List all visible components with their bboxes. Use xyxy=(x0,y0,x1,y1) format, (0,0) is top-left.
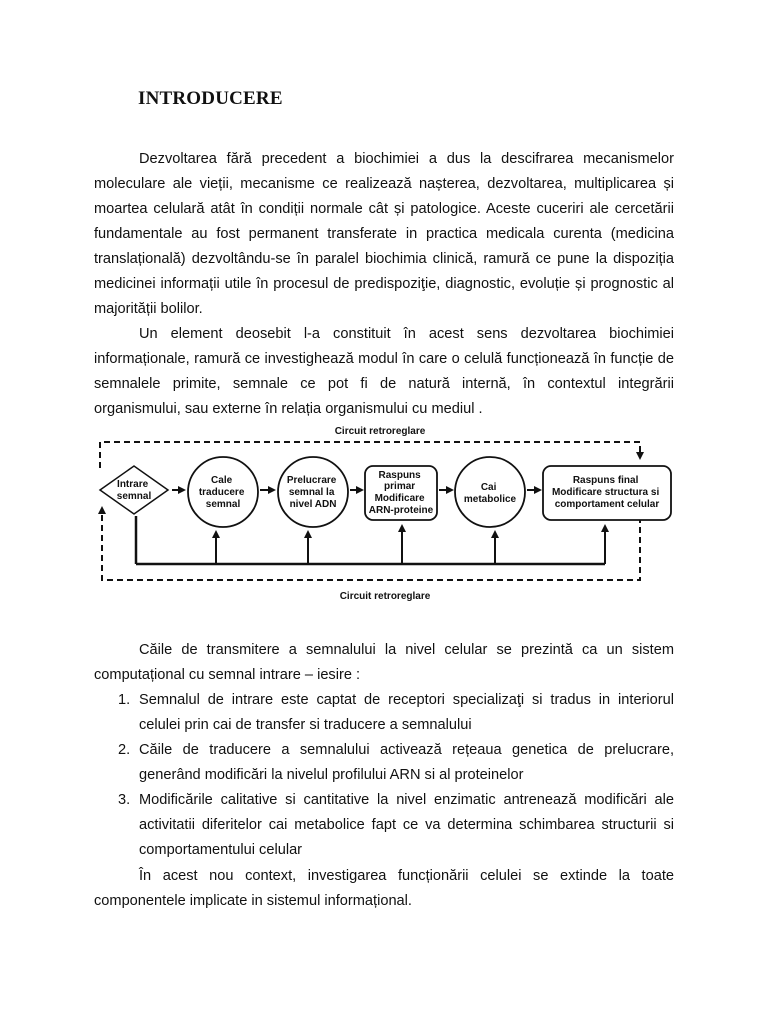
list-item-text: Căile de traducere a semnalului activează rețeaua genetica de prelucrare, generând modificări la nivelul profilului ARN si al proteinelor xyxy=(139,742,674,783)
node-final-response xyxy=(543,466,671,520)
list-item xyxy=(94,688,674,738)
node-dna-processing xyxy=(278,457,348,527)
list-item xyxy=(94,738,674,788)
signal-steps-list xyxy=(94,688,674,863)
closing-paragraph: În acest nou context, investigarea funcționării celulei se extinde la toate componentele implicate in sistemul informațional. xyxy=(94,868,674,909)
node-input-signal xyxy=(100,466,168,514)
intro-paragraph-1: Dezvoltarea fără precedent a biochimiei a dus la descifrarea mecanismelor moleculare ale vieții, mecanisme ce realizează nașterea, dezvoltarea, multiplicarea și moartea celulară atât în condiții normale cât și patologice. Aceste cuceriri ale cercetării fundamentale au fost permanent transferate in practica medicala curenta (medicina translațională) dezvoltându-se în paralel biochimia clinică, ramură ce pune la dispoziția medicinei informații utile în procesul de predispoziţie, diagnostic, evoluție și prognostic al majorității bolilor. xyxy=(94,151,674,317)
node-signal-pathway xyxy=(188,457,258,527)
page-title: INTRODUCERE xyxy=(138,88,283,109)
node-metabolic-pathways xyxy=(455,457,525,527)
svg-text:Cai metabolice: Cai metabolice xyxy=(463,482,517,505)
top-circuit-label: Circuit retroreglare xyxy=(334,426,426,437)
intro-paragraph-2: Un element deosebit l-a constituit în acest sens dezvoltarea biochimiei informaționale, ramură ce investighează modul în care o celulă funcționează în funcție de semnalele primite, semnale ce pot fi de natură internă, în contextul integrării organismului, sau externe în relația organismului cu mediul . xyxy=(94,326,674,417)
svg-text:Raspuns primar Mod: Raspuns primar Modificare ARN-proteine xyxy=(368,470,434,516)
node-primary-response xyxy=(365,466,437,520)
list-item xyxy=(94,788,674,863)
svg-text:Cale traducere sem: Cale traducere semnal xyxy=(198,475,245,510)
list-item-number: 3. xyxy=(118,792,131,808)
svg-text:Intrare semnal: Intrare semnal xyxy=(116,479,152,502)
svg-text:Prelucrare semnal la: Prelucrare semnal la nivel ADN xyxy=(286,475,337,510)
list-item-text: Semnalul de intrare este captat de receptori specializaţi si tradus in interiorul celulei prin cai de transfer si traducere a semnalului xyxy=(139,692,674,733)
list-item-number: 2. xyxy=(118,742,131,758)
signal-flow-diagram xyxy=(92,422,672,608)
io-system-paragraph: Căile de transmitere a semnalului la nivel celular se prezintă ca un sistem computațional cu semnal intrare – iesire : xyxy=(94,642,674,683)
list-item-text: Modificările calitative si cantitative la nivel enzimatic antrenează modificări ale activitatii diferitelor cai metabolice fapt ce va determina schimbarea structurii si comportamentului celular xyxy=(139,792,674,858)
bottom-circuit-label: Circuit retroreglare xyxy=(339,591,431,602)
list-item-number: 1. xyxy=(118,692,131,708)
svg-text:Raspuns final Modificare: Raspuns final Modificare structura si comportament celular xyxy=(551,475,660,510)
top-feedback-loop xyxy=(100,442,640,468)
